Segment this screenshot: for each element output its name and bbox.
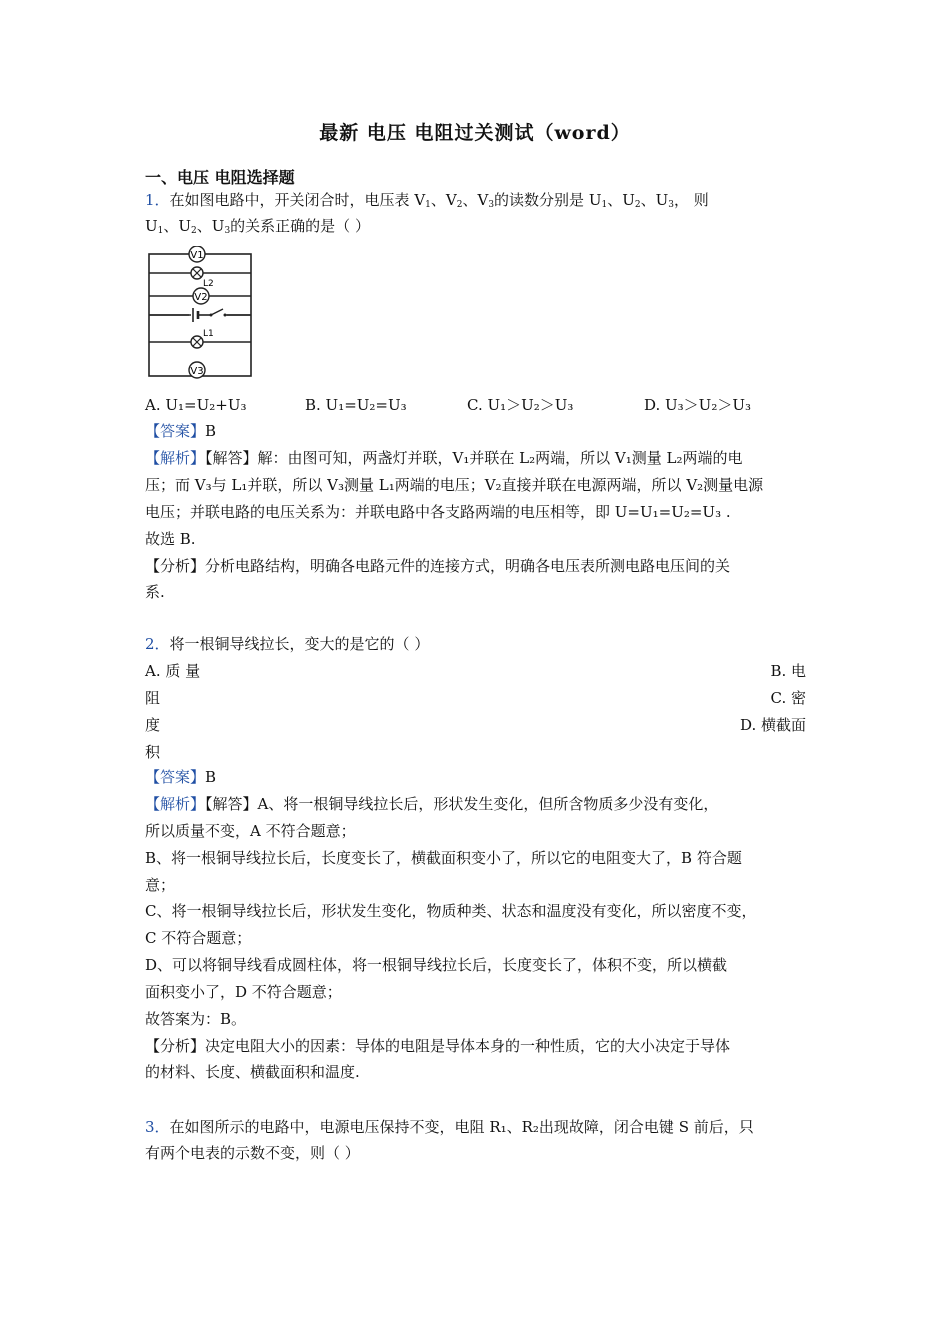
q3-stem-line1: 3．在如图所示的电路中，电源电压保持不变，电阻 R₁、R₂出现故障，闭合电键 S 前后，只 — [145, 1118, 754, 1136]
q1-stem-line1: 1．在如图电路中，开关闭合时，电压表 $V_1$、$V_2$、$V_3$的读数分别是 $U_1$、$U_2$、$U_3$， 则 — [145, 191, 709, 210]
voltmeter-v2-icon — [193, 288, 209, 304]
q2-analysis-line-5: C、将一根铜导线拉长后，形状发生变化，物质种类、状态和温度没有变化，所以密度不变， — [145, 902, 757, 920]
q1-circuit-diagram — [145, 246, 257, 382]
q2-answer: 【答案】B — [145, 768, 217, 786]
q2-option-d-cont: 积 — [145, 743, 161, 761]
voltmeter-v3-icon — [189, 362, 205, 378]
lamp-l2-icon — [191, 267, 214, 289]
q2-analysis-line-2: 所以质量不变，A 不符合题意； — [145, 822, 356, 840]
svg-text:V3: V3 — [190, 366, 204, 377]
q1-option-b: B. U₁=U₂=U₃ — [305, 396, 407, 414]
q1-answer: 【答案】B — [145, 422, 217, 440]
q1-option-d: D. U₃＞U₂＞U₃ — [644, 396, 751, 414]
voltmeter-v1-icon — [189, 246, 205, 262]
q1-analysis-line-6: 系. — [145, 583, 165, 601]
q2-analysis-line-4: 意； — [145, 876, 176, 894]
q2-option-a: A. 质 量 — [145, 662, 201, 680]
q1-analysis-line-5: 【分析】分析电路结构，明确各电路元件的连接方式，明确各电压表所测电路电压间的关 — [145, 557, 731, 575]
q2-analysis-line-10: 【分析】决定电阻大小的因素：导体的电阻是导体本身的一种性质，它的大小决定于导体 — [145, 1037, 731, 1055]
q2-analysis-line-3: B、将一根铜导线拉长后，长度变长了，横截面积变小了，所以它的电阻变大了，B 符合题 — [145, 849, 742, 867]
q3-number: 3． — [145, 1118, 170, 1136]
q1-analysis-line-1: 【解析】【解答】解：由图可知，两盏灯并联，V₁并联在 L₂两端，所以 V₁测量 L₂两端的电 — [145, 449, 743, 467]
q1-option-c: C. U₁＞U₂＞U₃ — [467, 396, 574, 414]
q3-stem-line2: 有两个电表的示数不变，则（ ） — [145, 1144, 360, 1162]
q2-option-b-cont: 阻 — [145, 689, 161, 707]
q1-option-a: A. U₁=U₂+U₃ — [145, 396, 247, 414]
q1-analysis-line-2: 压；而 V₃与 L₁并联，所以 V₃测量 L₁两端的电压；V₂直接并联在电源两端，所以 V₂测量电源 — [145, 476, 764, 494]
q2-analysis-line-7: D、可以将铜导线看成圆柱体，将一根铜导线拉长后，长度变长了，体积不变，所以横截 — [145, 956, 728, 974]
q1-number: 1． — [145, 191, 170, 209]
q1-analysis-line-4: 故选 B. — [145, 530, 196, 548]
q1-stem-line2: $U_1$、$U_2$、$U_3$的关系正确的是（ ） — [145, 217, 370, 236]
q2-analysis-line-6: C 不符合题意； — [145, 929, 252, 947]
section-heading: 一、电压 电阻选择题 — [145, 168, 295, 187]
svg-text:L2: L2 — [203, 279, 214, 289]
q2-number: 2． — [145, 635, 170, 653]
svg-text:V1: V1 — [190, 250, 204, 261]
q1-analysis-line-3: 电压；并联电路的电压关系为：并联电路中各支路两端的电压相等，即 U=U₁=U₂=U₃ . — [145, 503, 731, 521]
q2-option-c-cont: 度 — [145, 716, 161, 734]
page-title: 最新 电压 电阻过关测试（word） — [319, 122, 631, 144]
battery-switch-icon — [149, 306, 251, 324]
q2-stem: 2．将一根铜导线拉长，变大的是它的（ ） — [145, 635, 430, 653]
q2-analysis-line-9: 故答案为：B。 — [145, 1010, 247, 1028]
lamp-l1-icon — [191, 329, 214, 348]
q2-option-b: B. 电 — [770, 662, 806, 680]
svg-text:V2: V2 — [194, 292, 208, 303]
svg-text:L1: L1 — [203, 329, 214, 339]
q2-option-c: C. 密 — [770, 689, 806, 707]
q2-analysis-line-8: 面积变小了，D 不符合题意； — [145, 983, 342, 1001]
q2-analysis-line-11: 的材料、长度、横截面积和温度. — [145, 1063, 360, 1081]
q2-option-d: D. 横截面 — [739, 716, 806, 734]
q2-analysis-line-1: 【解析】【解答】A、将一根铜导线拉长后，形状发生变化，但所含物质多少没有变化， — [145, 795, 719, 813]
